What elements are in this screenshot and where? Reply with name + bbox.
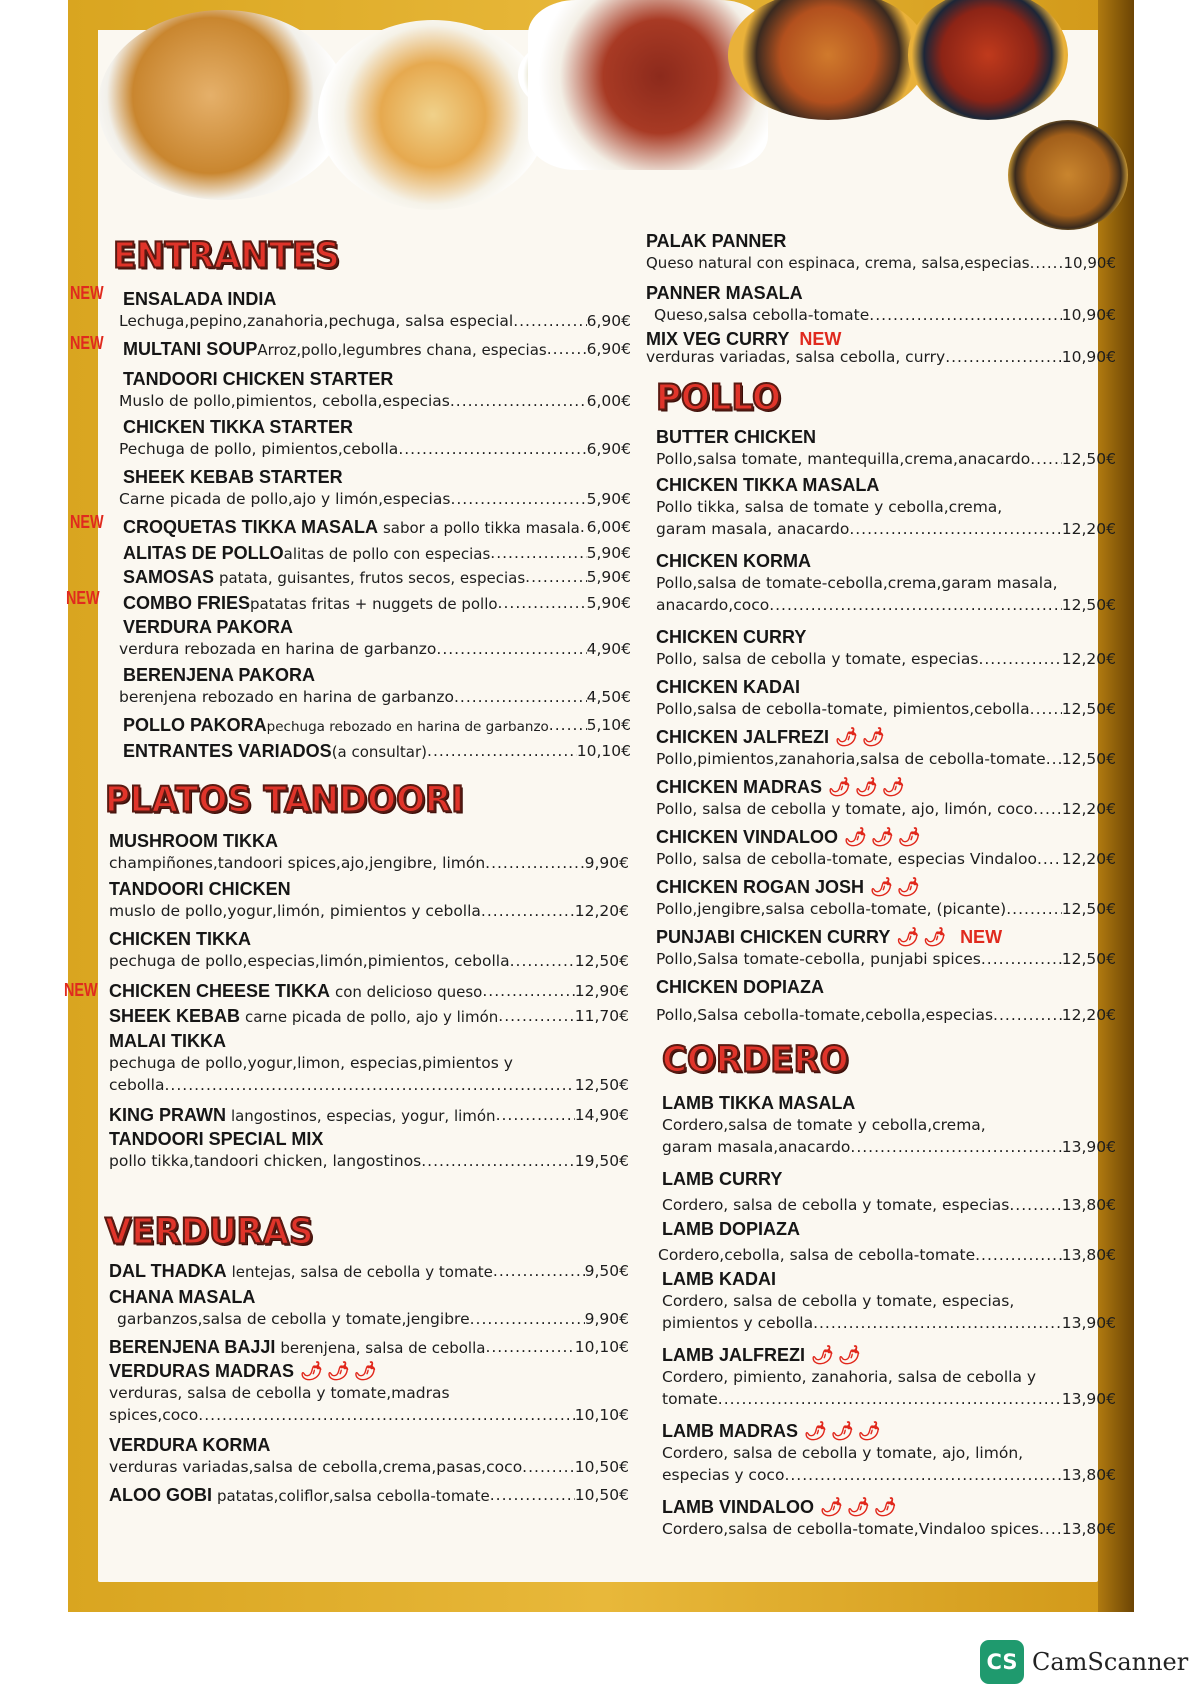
item-name: KING PRAWN xyxy=(109,1105,226,1125)
menu-item xyxy=(656,976,1116,1026)
camscanner-watermark: CamScanner xyxy=(1032,1648,1189,1676)
item-price: 12,50€ xyxy=(574,952,629,970)
item-name: VERDURA KORMA xyxy=(109,1435,271,1455)
item-price: 10,10€ xyxy=(574,1406,629,1424)
item-price: 12,50€ xyxy=(1061,596,1116,614)
item-price: 11,70€ xyxy=(574,1007,629,1025)
item-name: ALITAS DE POLLO xyxy=(123,543,284,563)
item-desc: Cordero,cebolla, salsa de cebolla-tomate xyxy=(658,1246,976,1264)
item-name: LAMB MADRAS xyxy=(662,1421,798,1441)
chili-icon: 🌶🌶🌶 xyxy=(803,1421,885,1441)
menu-item xyxy=(109,878,629,922)
item-desc: berenjena rebozado en harina de garbanzo xyxy=(119,688,454,706)
item-price: 10,10€ xyxy=(576,742,631,760)
food-photo-banner xyxy=(78,0,1128,230)
new-tag: NEW xyxy=(799,329,842,349)
item-desc: Lechuga,pepino,zanahoria,pechuga, salsa especial xyxy=(119,312,514,330)
item-desc: muslo de pollo,yogur,limón, pimientos y cebolla xyxy=(109,902,481,920)
menu-item xyxy=(119,288,631,332)
samosa-plate-image xyxy=(98,10,348,200)
item-price: 9,50€ xyxy=(584,1262,629,1280)
item-desc: patatas,coliflor,salsa cebolla-tomate xyxy=(216,1487,490,1505)
new-tag: NEW xyxy=(960,927,1003,947)
menu-item xyxy=(123,740,631,763)
item-desc: pechuga rebozado en harina de garbanzo xyxy=(266,719,549,735)
section-title-tandoori: PLATOS TANDOORI xyxy=(105,779,464,821)
item-name: LAMB KADAI xyxy=(662,1269,776,1289)
menu-item xyxy=(646,230,1116,274)
menu-item xyxy=(658,1218,1116,1266)
item-price: 10,90€ xyxy=(1063,254,1116,272)
item-price: 5,90€ xyxy=(586,544,631,562)
item-desc: berenjena, salsa de cebolla xyxy=(280,1339,486,1357)
item-name: CHANA MASALA xyxy=(109,1287,256,1307)
menu-item xyxy=(119,664,631,708)
item-desc: garbanzos,salsa de cebolla y tomate,jengibre xyxy=(117,1310,470,1328)
item-name: LAMB JALFREZI xyxy=(662,1345,805,1365)
item-name: LAMB VINDALOO xyxy=(662,1497,814,1517)
item-desc: sabor a pollo tikka masala xyxy=(382,519,580,537)
item-desc: Pollo,pimientos,zanahoria,salsa de cebolla-tomate xyxy=(656,750,1046,768)
item-desc: tomate xyxy=(662,1390,718,1408)
item-name: CHICKEN CURRY xyxy=(656,627,807,647)
menu-item xyxy=(119,466,631,510)
item-desc: verdura rebozada en harina de garbanzo xyxy=(119,640,437,658)
new-tag: NEW xyxy=(70,283,104,303)
item-name: LAMB DOPIAZA xyxy=(662,1219,800,1239)
item-desc: Arroz,pollo,legumbres chana, especias xyxy=(257,341,547,359)
menu-item xyxy=(109,1286,629,1330)
item-price: 13,80€ xyxy=(1061,1196,1116,1214)
item-name: CHICKEN MADRAS xyxy=(656,777,822,797)
item-name: LAMB TIKKA MASALA xyxy=(662,1093,856,1113)
menu-item xyxy=(109,1005,629,1028)
item-desc-line: verduras, salsa de cebolla y tomate,madras xyxy=(109,1384,450,1402)
item-desc: Pollo,jengibre,salsa cebolla-tomate, (picante) xyxy=(656,900,1007,918)
item-name: TANDOORI SPECIAL MIX xyxy=(109,1129,324,1149)
menu-item xyxy=(109,980,629,1003)
item-desc: langostinos, especias, yogur, limón xyxy=(230,1107,496,1125)
menu-item xyxy=(109,830,629,874)
item-name: DAL THADKA xyxy=(109,1261,227,1281)
item-price: 10,50€ xyxy=(574,1458,629,1476)
item-desc: Muslo de pollo,pimientos, cebolla,especias xyxy=(119,392,450,410)
menu-item xyxy=(662,1268,1116,1334)
item-price: 12,20€ xyxy=(1061,520,1116,538)
item-price: 10,10€ xyxy=(574,1338,629,1356)
curry-bowl-image xyxy=(728,0,928,120)
item-price: 13,80€ xyxy=(1061,1466,1116,1484)
item-name: SHEEK KEBAB STARTER xyxy=(123,467,343,487)
item-name: TANDOORI CHICKEN STARTER xyxy=(123,369,394,389)
item-price: 6,00€ xyxy=(586,392,631,410)
item-price: 9,90€ xyxy=(584,1310,629,1328)
item-desc: Pechuga de pollo, pimientos,cebolla xyxy=(119,440,399,458)
item-desc: lentejas, salsa de cebolla y tomate xyxy=(231,1263,493,1281)
item-name: CHICKEN ROGAN JOSH xyxy=(656,877,865,897)
item-price: 10,50€ xyxy=(574,1486,629,1504)
item-name: MUSHROOM TIKKA xyxy=(109,831,278,851)
item-desc-line: Cordero,salsa de tomate y cebolla,crema, xyxy=(662,1116,986,1134)
biryani-plate-image xyxy=(318,20,548,210)
new-tag: NEW xyxy=(70,333,104,353)
item-desc: Pollo,Salsa tomate-cebolla, punjabi spices xyxy=(656,950,981,968)
item-name: MIX VEG CURRY xyxy=(646,329,790,349)
menu-item xyxy=(123,714,631,738)
menu-item xyxy=(109,928,629,972)
item-price: 12,50€ xyxy=(1061,750,1116,768)
item-name: PANNER MASALA xyxy=(646,283,803,303)
chili-icon: 🌶🌶 xyxy=(870,877,924,897)
item-desc: verduras variadas, salsa cebolla, curry xyxy=(646,348,946,366)
item-price: 12,50€ xyxy=(1061,450,1116,468)
item-price: 12,20€ xyxy=(574,902,629,920)
item-price: 13,80€ xyxy=(1061,1246,1116,1264)
item-desc-line: Cordero, pimiento, zanahoria, salsa de cebolla y xyxy=(662,1368,1037,1386)
item-desc: Pollo,salsa de cebolla-tomate, pimientos,cebolla xyxy=(656,700,1030,718)
item-name: CHICKEN KADAI xyxy=(656,677,800,697)
menu-item xyxy=(646,282,1116,326)
item-desc-line: Cordero, salsa de cebolla y tomate, ajo, limón, xyxy=(662,1444,1024,1462)
item-desc: Cordero, salsa de cebolla y tomate, especias xyxy=(662,1196,1010,1214)
item-desc: Cordero,salsa de cebolla-tomate,Vindaloo spices xyxy=(662,1520,1039,1538)
item-desc-line: pechuga de pollo,yogur,limon, especias,pimientos y xyxy=(109,1054,513,1072)
item-desc: patatas fritas + nuggets de pollo xyxy=(250,595,498,613)
item-price: 13,90€ xyxy=(1061,1390,1116,1408)
item-name: ENTRANTES VARIADOS xyxy=(123,741,332,761)
item-name: BERENJENA PAKORA xyxy=(123,665,316,685)
menu-item xyxy=(656,926,1116,970)
item-price: 12,90€ xyxy=(574,982,629,1000)
menu-item xyxy=(123,338,631,361)
menu-item xyxy=(662,1168,1116,1216)
item-desc: Pollo, salsa de cebolla y tomate, especias xyxy=(656,650,979,668)
item-price: 4,90€ xyxy=(586,640,631,658)
menu-item xyxy=(662,1092,1116,1158)
item-price: 6,90€ xyxy=(586,440,631,458)
menu-item xyxy=(656,474,1116,540)
item-price: 5,90€ xyxy=(586,490,631,508)
chili-icon: 🌶🌶 xyxy=(811,1345,865,1365)
item-desc-line: Pollo tikka, salsa de tomate y cebolla,crema, xyxy=(656,498,1003,516)
item-desc: carne picada de pollo, ajo y limón xyxy=(244,1008,499,1026)
menu-item xyxy=(119,416,631,460)
item-name: VERDURA PAKORA xyxy=(123,617,294,637)
item-desc: Queso,salsa cebolla-tomate xyxy=(654,306,870,324)
item-desc: garam masala, anacardo xyxy=(656,520,850,538)
item-name: CHICKEN CHEESE TIKKA xyxy=(109,981,331,1001)
menu-item xyxy=(109,1434,629,1478)
item-name: SAMOSAS xyxy=(123,567,215,587)
item-desc: pimientos y cebolla xyxy=(662,1314,814,1332)
item-name: CHICKEN TIKKA xyxy=(109,929,251,949)
item-name: BUTTER CHICKEN xyxy=(656,427,816,447)
item-desc: Queso natural con espinaca, crema, salsa,especias xyxy=(646,254,1030,272)
item-price: 5,90€ xyxy=(586,594,631,612)
item-price: 19,50€ xyxy=(574,1152,629,1170)
menu-item xyxy=(123,566,631,589)
menu-item xyxy=(656,876,1116,920)
item-price: 12,50€ xyxy=(1061,700,1116,718)
item-name: ALOO GOBI xyxy=(109,1485,212,1505)
menu-item xyxy=(109,1104,629,1127)
item-name: PUNJABI CHICKEN CURRY xyxy=(656,927,891,947)
item-price: 12,50€ xyxy=(574,1076,629,1094)
item-desc: alitas de pollo con especias xyxy=(283,545,491,563)
section-title-pollo: POLLO xyxy=(656,377,781,419)
menu-item xyxy=(656,726,1116,770)
menu-item xyxy=(109,1484,629,1507)
chili-icon: 🌶🌶 xyxy=(896,927,951,947)
new-tag: NEW xyxy=(64,980,98,1000)
item-desc: Pollo, salsa de cebolla-tomate, especias Vindaloo xyxy=(656,850,1037,868)
item-desc: con delicioso queso xyxy=(334,983,483,1001)
menu-item xyxy=(656,426,1116,470)
item-name: MALAI TIKKA xyxy=(109,1031,226,1051)
item-price: 6,00€ xyxy=(586,518,631,536)
camscanner-logo-icon: CS xyxy=(980,1640,1024,1684)
item-price: 12,50€ xyxy=(1061,900,1116,918)
item-desc: Pollo,salsa tomate, mantequilla,crema,anacardo xyxy=(656,450,1031,468)
menu-item xyxy=(123,592,631,615)
tandoori-plate-image xyxy=(528,0,768,170)
menu-item xyxy=(662,1496,1116,1540)
item-desc: garam masala,anacardo xyxy=(662,1138,851,1156)
item-desc: anacardo,coco xyxy=(656,596,770,614)
item-price: 12,20€ xyxy=(1061,1006,1116,1024)
item-desc: Pollo,Salsa cebolla-tomate,cebolla,especias xyxy=(656,1006,994,1024)
chili-icon: 🌶🌶🌶 xyxy=(820,1497,901,1517)
item-desc: champiñones,tandoori spices,ajo,jengibre, limón xyxy=(109,854,486,872)
item-name: ENSALADA INDIA xyxy=(123,289,277,309)
menu-item xyxy=(119,368,631,412)
item-price: 5,10€ xyxy=(586,716,631,734)
item-name: CHICKEN JALFREZI xyxy=(656,727,830,747)
item-price: 13,90€ xyxy=(1061,1138,1116,1156)
chili-icon: 🌶🌶 xyxy=(835,727,889,747)
menu-item xyxy=(123,516,631,539)
chili-icon: 🌶🌶🌶 xyxy=(828,777,909,797)
item-name: BERENJENA BAJJI xyxy=(109,1337,276,1357)
section-title-entrantes: ENTRANTES xyxy=(113,235,340,277)
menu-item xyxy=(646,330,1116,366)
item-desc: especias y coco xyxy=(662,1466,785,1484)
item-name: LAMB CURRY xyxy=(662,1169,783,1189)
item-price: 6,90€ xyxy=(586,312,631,330)
prawn-dish-image xyxy=(908,0,1068,120)
item-name: SHEEK KEBAB xyxy=(109,1006,241,1026)
menu-item xyxy=(662,1420,1116,1486)
item-name: VERDURAS MADRAS xyxy=(109,1361,295,1381)
item-name: CHICKEN TIKKA MASALA xyxy=(656,475,880,495)
menu-item xyxy=(656,826,1116,870)
item-price: 13,90€ xyxy=(1061,1314,1116,1332)
item-desc-line: Pollo,salsa de tomate-cebolla,crema,garam masala, xyxy=(656,574,1058,592)
item-name: CHICKEN DOPIAZA xyxy=(656,977,825,997)
item-name: COMBO FRIES xyxy=(123,593,251,613)
section-title-verduras: VERDURAS xyxy=(105,1211,314,1253)
menu-item xyxy=(123,542,631,565)
menu-item xyxy=(656,676,1116,720)
section-title-cordero: CORDERO xyxy=(662,1039,849,1081)
item-name: CHICKEN VINDALOO xyxy=(656,827,839,847)
item-price: 12,20€ xyxy=(1061,800,1116,818)
item-desc: spices,coco xyxy=(109,1406,199,1424)
item-name: TANDOORI CHICKEN xyxy=(109,879,291,899)
item-desc: patata, guisantes, frutos secos, especias xyxy=(218,569,526,587)
menu-item xyxy=(109,1336,629,1359)
menu-item xyxy=(656,626,1116,670)
item-price: 10,90€ xyxy=(1061,306,1116,324)
item-price: 12,20€ xyxy=(1061,650,1116,668)
chili-icon: 🌶🌶🌶 xyxy=(844,827,925,847)
item-price: 12,50€ xyxy=(1061,950,1116,968)
menu-item xyxy=(662,1344,1116,1410)
item-price: 13,80€ xyxy=(1061,1520,1116,1538)
item-name: MULTANI SOUP xyxy=(123,339,258,359)
item-desc: (a consultar) xyxy=(331,743,428,761)
menu-item xyxy=(109,1128,629,1172)
item-price: 12,20€ xyxy=(1061,850,1116,868)
item-name: PALAK PANNER xyxy=(646,231,787,251)
item-price: 9,90€ xyxy=(584,854,629,872)
item-desc: verduras variadas,salsa de cebolla,crema,pasas,coco xyxy=(109,1458,523,1476)
new-tag: NEW xyxy=(70,512,104,532)
item-price: 10,90€ xyxy=(1061,348,1116,366)
menu-item xyxy=(109,1260,629,1283)
item-desc: Carne picada de pollo,ajo y limón,especias xyxy=(119,490,451,508)
item-desc-line: Cordero, salsa de cebolla y tomate, especias, xyxy=(662,1292,1015,1310)
menu-item xyxy=(656,776,1116,820)
item-price: 14,90€ xyxy=(574,1106,629,1124)
item-desc: cebolla xyxy=(109,1076,165,1094)
new-tag: NEW xyxy=(66,588,100,608)
item-name: CHICKEN TIKKA STARTER xyxy=(123,417,353,437)
menu-item xyxy=(109,1030,629,1096)
menu-item xyxy=(656,550,1116,616)
pakora-dish-image xyxy=(1008,120,1128,230)
item-desc: pechuga de pollo,especias,limón,pimientos, cebolla xyxy=(109,952,510,970)
item-price: 6,90€ xyxy=(586,340,631,358)
menu-item xyxy=(109,1360,629,1426)
item-name: CHICKEN KORMA xyxy=(656,551,811,571)
item-name: POLLO PAKORA xyxy=(123,715,267,735)
item-desc: pollo tikka,tandoori chicken, langostinos xyxy=(109,1152,422,1170)
menu-item xyxy=(119,616,631,660)
chili-icon: 🌶🌶🌶 xyxy=(300,1361,381,1381)
item-price: 5,90€ xyxy=(586,568,631,586)
item-name: CROQUETAS TIKKA MASALA xyxy=(123,517,378,537)
item-price: 4,50€ xyxy=(586,688,631,706)
item-desc: Pollo, salsa de cebolla y tomate, ajo, limón, coco xyxy=(656,800,1034,818)
